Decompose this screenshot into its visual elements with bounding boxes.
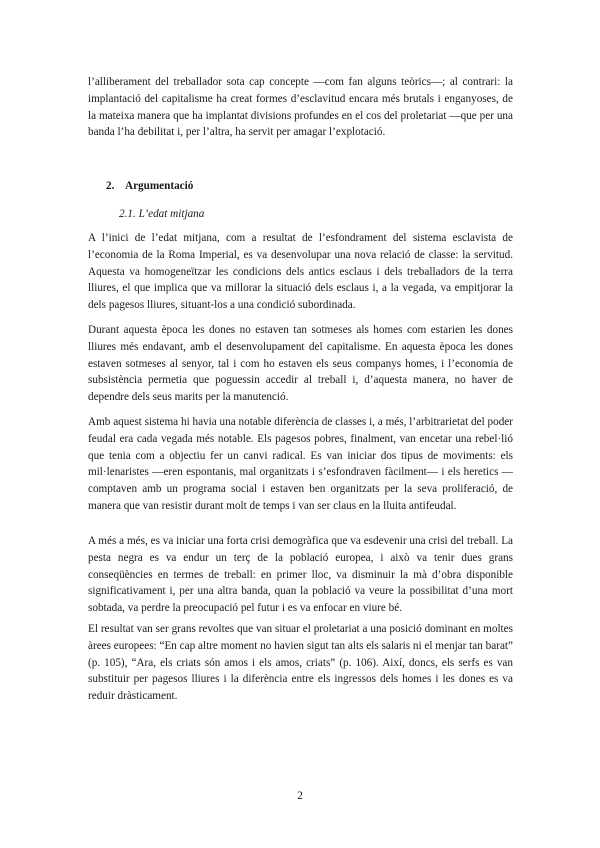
section-heading [106,178,193,195]
section-number: 2. [106,180,115,192]
paragraph-1: A l’inici de l’edat mitjana, com a resultat de l’esfondrament del sistema esclavista de l’economia de la Roma Imperial, es va desenvolupar una nova relació de classe: la servitud. Aquesta va homogeneïtzar les condicions dels antics esclaus i dels treballadors de la terra lliures, el que implica que va millorar la situació dels esclaus i, a la vegada, va empitjorar la dels pagesos lliures, situant-los a una condició subordinada. [88,232,513,312]
paragraph-4: A més a més, es va iniciar una forta crisi demogràfica que va esdevenir una crisi del treball. La pesta negra es va endur un terç de la població europea, i això va tenir dues grans conseqüències en termes de treball: en primer lloc, va disminuir la mà d’obra disponible significativament i, per una altra banda, quan la població va veure la possibilitat d’una mort sobtada, va perdre la preocupació pel futur i es va enfocar en viure bé. [88,535,513,615]
paragraph-5: El resultat van ser grans revoltes que van situar el proletariat a una posició dominant en moltes àrees europees: “En cap altre moment no havien sigut tan alts els salaris ni el menjar tan barat” (p. 105), “Ara, els criats són amos i els amos, criats” (p. 106). Així, doncs, els serfs es van substituir per pagesos lliures i la diferència entre els ingressos dels homes i les dones es va reduir dràsticament. [88,623,513,703]
intro-paragraph: l’alliberament del treballador sota cap concepte —com fan alguns teòrics—; al contrari: la implantació del capitalisme ha creat formes d’esclavitud encara més brutals i enganyoses, de la mateixa manera que ha implantat divisions profundes en el cos del proletariat —que per una banda l’ha debilitat i, per l’altra, ha servit per amagar l’explotació. [88,76,513,139]
paragraph-3: Amb aquest sistema hi havia una notable diferència de classes i, a més, l’arbitrarietat del poder feudal era cada vegada més notable. Els pagesos pobres, finalment, van encetar una rebel·lió que tenia com a objectiu fer un canvi radical. Es van iniciar dos tipus de moviments: els mil·lenaristes —eren espontanis, mal organitzats i s’esfondraven fàcilment— i els heretics —comptaven amb un programa social i estaven ben organitzats per la seva proliferació, de manera que van resistir durant molt de temps i van ser claus en la lluita antifeudal. [88,416,513,512]
paragraph-2: Durant aquesta època les dones no estaven tan sotmeses als homes com estarien les dones lliures més endavant, amb el desenvolupament del capitalisme. En aquesta època les dones estaven sotmeses al senyor, tal i com ho estaven els seus companys homes, i l’economia de subsistència permetia que poguessin accedir al treball i, d’aquesta manera, no haver de dependre dels seus marits per la manutenció. [88,324,513,404]
subsection-heading: 2.1. L’edat mitjana [119,208,205,220]
page-number: 2 [297,790,303,802]
section-title: Argumentació [125,180,194,192]
